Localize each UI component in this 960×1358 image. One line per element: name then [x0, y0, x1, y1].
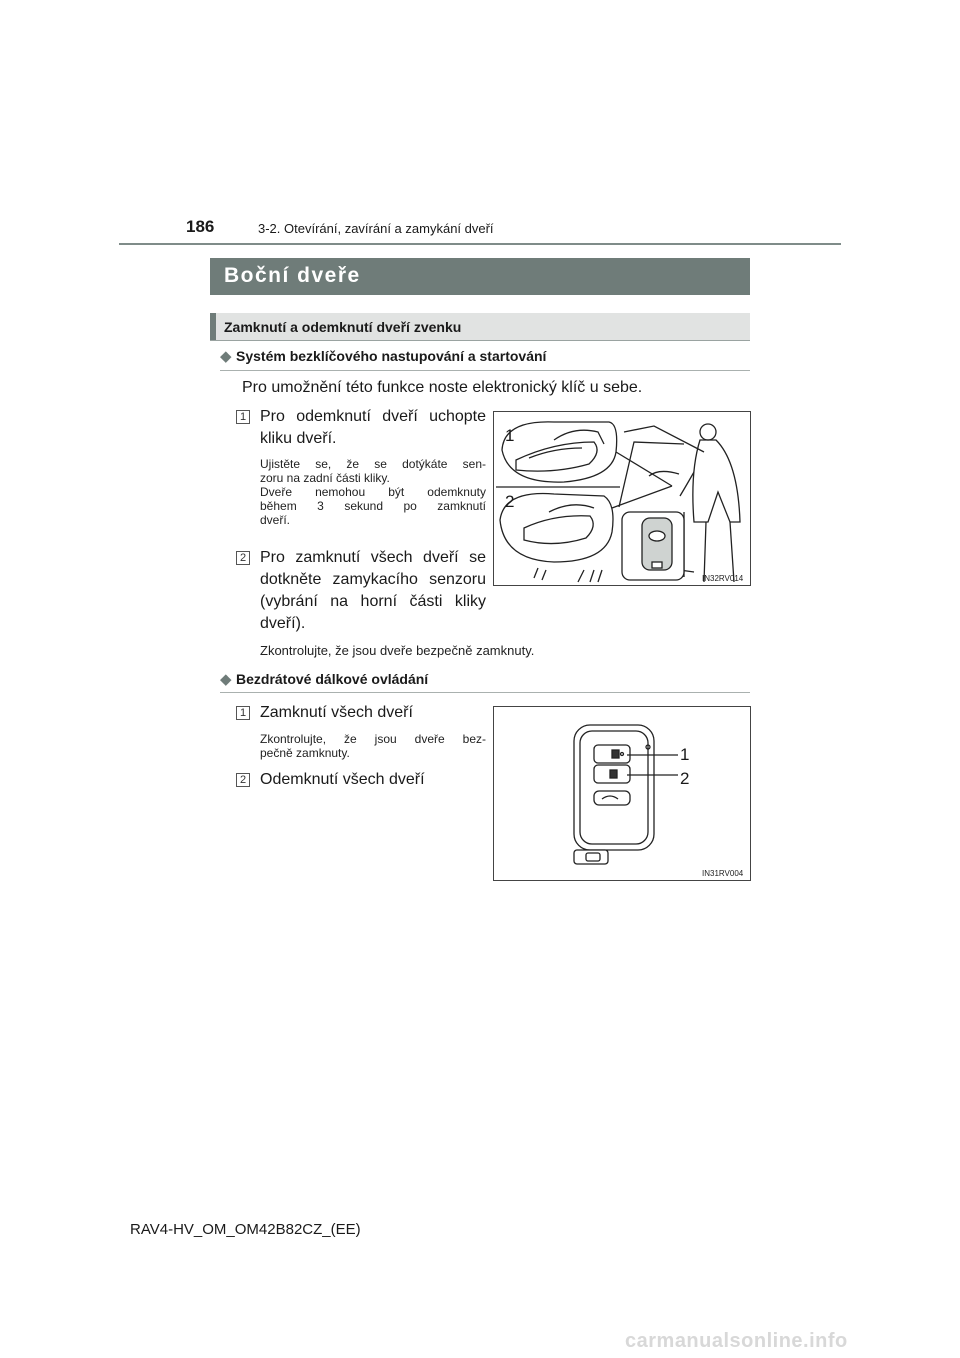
subsection-accent [210, 313, 216, 340]
diamond-bullet-icon: ◆ [220, 671, 232, 688]
header-rule [119, 243, 841, 245]
note-line: zoru na zadní části kliky. [260, 471, 390, 485]
remote-step-number-2: 2 [236, 773, 250, 787]
note-line: pečně zamknuty. [260, 746, 350, 760]
remote-key-figure [493, 706, 751, 881]
diamond-bullet-icon: ◆ [220, 348, 232, 365]
callout-1: 1 [505, 426, 515, 445]
callout-1: 1 [680, 745, 690, 764]
step-number-1: 1 [236, 410, 250, 424]
note-line: Zkontrolujte, že jsou dveře bez- [260, 732, 486, 746]
remote-heading-row [220, 670, 428, 689]
note-line: Ujistěte se, že se dotýkáte sen- [260, 457, 486, 471]
subsection-underline [210, 340, 750, 341]
note-line: dveří. [260, 513, 291, 527]
step-2-line: (vybrání na horní části kliky [260, 593, 486, 610]
page-number: 186 [186, 217, 215, 236]
section-title: Boční dveře [224, 264, 361, 287]
smart-entry-intro: Pro umožnění této funkce noste elektronický klíč u sebe. [242, 379, 643, 396]
note-line: během 3 sekund po zamknutí [260, 499, 486, 513]
remote-step-number-1: 1 [236, 706, 250, 720]
remote-step-2-text: Odemknutí všech dveří [260, 771, 425, 788]
step-2-line: dotkněte zamykacího senzoru [260, 571, 486, 588]
remote-key-illustration [494, 707, 750, 880]
note-line: Dveře nemohou být odemknuty [260, 485, 486, 499]
figure-code: IN31RV004 [702, 869, 744, 878]
door-handle-figure [493, 411, 751, 586]
remote-step-1-notes [260, 732, 486, 760]
smart-entry-heading-row [220, 347, 546, 366]
callout-2: 2 [505, 492, 515, 511]
document-code: RAV4-HV_OM_OM42B82CZ_(EE) [130, 1221, 361, 1238]
smart-entry-heading-rule [220, 370, 750, 371]
remote-step-1-text: Zamknutí všech dveří [260, 704, 413, 721]
step-1-notes [260, 457, 486, 527]
door-handle-illustration [494, 412, 750, 585]
step-2-line: dveří). [260, 615, 306, 632]
remote-heading-rule [220, 692, 750, 693]
smart-entry-heading: Systém bezklíčového nastupování a startování [236, 348, 547, 364]
step-number-2: 2 [236, 551, 250, 565]
watermark: carmanualsonline.info [625, 1330, 848, 1352]
callout-2: 2 [680, 769, 690, 788]
step-2-line: Pro zamknutí všech dveří se [260, 549, 486, 566]
step-1-line: kliku dveří. [260, 430, 337, 447]
step-2-text [260, 547, 486, 635]
step-1-text [260, 406, 486, 450]
figure-code: IN32RV014 [702, 574, 744, 583]
remote-heading: Bezdrátové dálkové ovládání [236, 671, 429, 687]
subsection-title: Zamknutí a odemknutí dveří zvenku [224, 319, 462, 335]
chapter-title: 3-2. Otevírání, zavírání a zamykání dveří [258, 221, 494, 236]
lock-check-note: Zkontrolujte, že jsou dveře bezpečně zamknuty. [260, 643, 535, 658]
step-1-line: Pro odemknutí dveří uchopte [260, 408, 486, 425]
